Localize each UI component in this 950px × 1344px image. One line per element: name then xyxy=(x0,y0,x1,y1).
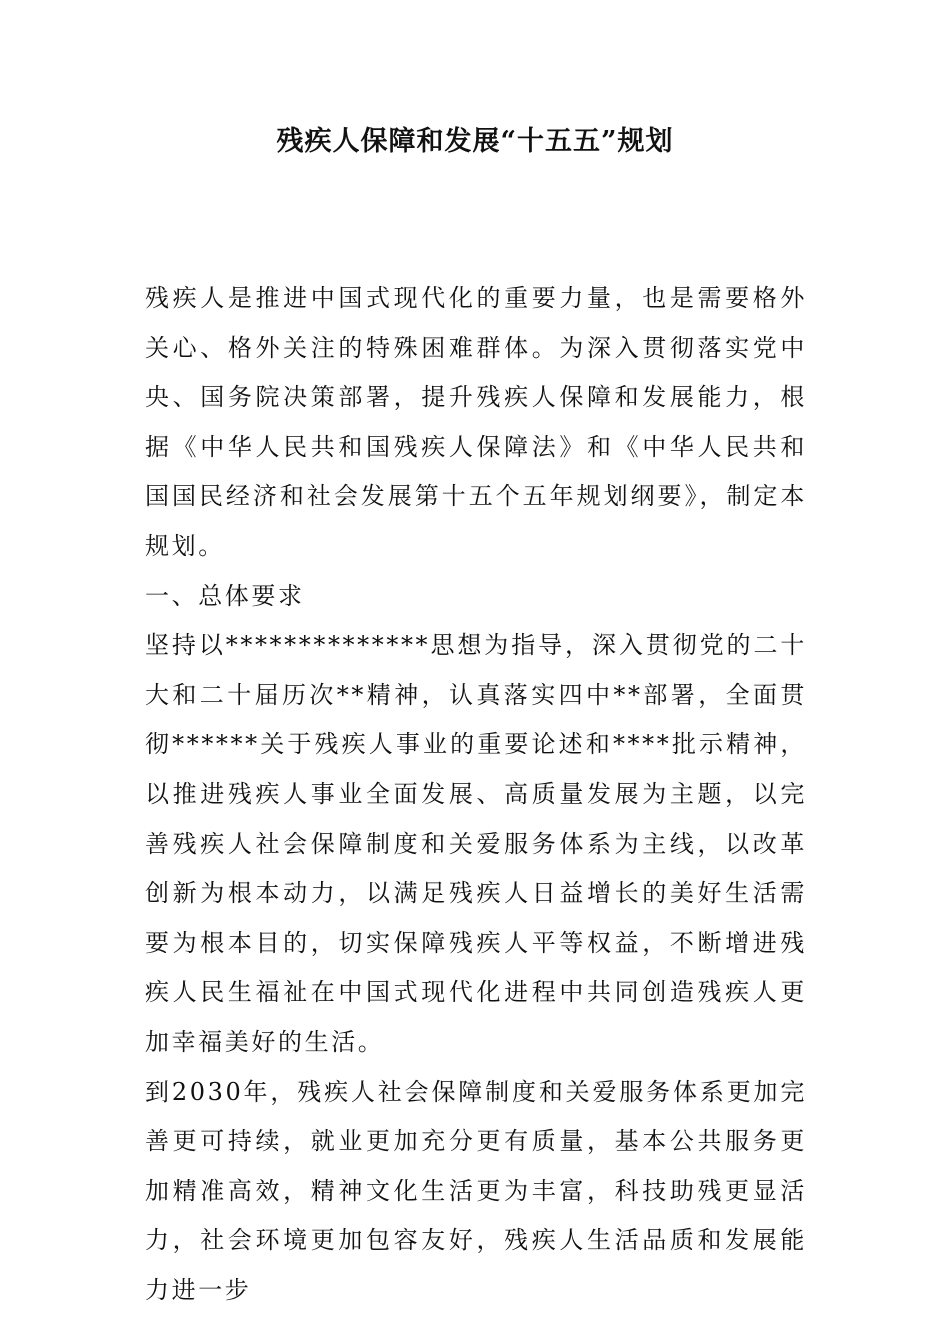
section-heading-general-requirements: 一、总体要求 xyxy=(145,581,305,610)
document-body xyxy=(145,274,807,1315)
goals-2030-paragraph: 到2030年，残疾人社会保障制度和关爱服务体系更加完善更可持续，就业更加充分更有质量，基本公共服务更加精准高效，精神文化生活更为丰富，科技助残更显活力，社会环境更加包容友好，残疾人生活品质和发展能力进一步 xyxy=(145,1077,807,1304)
guiding-principle-paragraph: 坚持以**************思想为指导，深入贯彻党的二十大和二十届历次**精神，认真落实四中**部署，全面贯彻******关于残疾人事业的重要论述和****批示精神，以推进残疾人事业全面发展、高质量发展为主题，以完善残疾人社会保障制度和关爱服务体系为主线，以改革创新为根本动力，以满足残疾人日益增长的美好生活需要为根本目的，切实保障残疾人平等权益，不断增进残疾人民生福祉在中国式现代化进程中共同创造残疾人更加幸福美好的生活。 xyxy=(145,631,807,1056)
document-title: 残疾人保障和发展“十五五”规划 xyxy=(276,126,674,157)
intro-paragraph: 残疾人是推进中国式现代化的重要力量，也是需要格外关心、格外关注的特殊困难群体。为深入贯彻落实党中央、国务院决策部署，提升残疾人保障和发展能力，根据《中华人民共和国残疾人保障法》和《中华人民共和国国民经济和社会发展第十五个五年规划纲要》，制定本规划。 xyxy=(145,284,807,560)
